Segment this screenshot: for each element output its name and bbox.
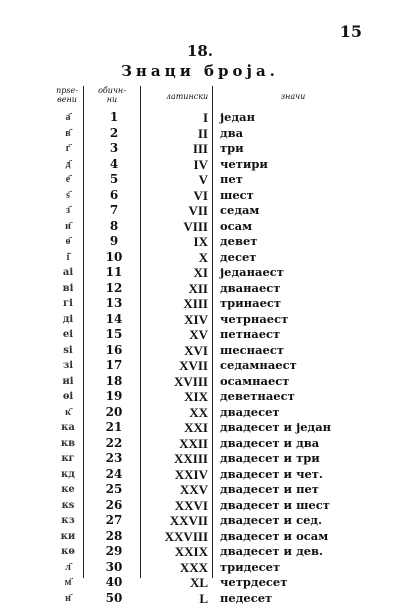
table-row	[52, 343, 368, 359]
arabic-numeral-cell: 16	[105, 342, 123, 357]
old-numeral-cell: г҃	[65, 143, 71, 154]
arabic-numeral-cell: 11	[105, 265, 123, 279]
arabic-numeral-cell: 20	[105, 404, 123, 419]
roman-numeral-cell: III	[192, 141, 208, 156]
old-numeral-cell: еі	[62, 329, 74, 340]
table-row	[52, 575, 368, 591]
page-title: Знаци броја.	[121, 62, 279, 80]
roman-numeral-cell: XXVI	[174, 497, 208, 513]
number-word-cell: двадесет и сед.	[220, 513, 323, 527]
number-word-cell: три	[220, 141, 244, 155]
old-numeral-cell: ді	[62, 313, 74, 325]
arabic-numeral-cell: 27	[105, 513, 123, 527]
old-numeral-cell: гі	[63, 298, 73, 309]
roman-numeral-cell: XXX	[179, 559, 208, 575]
number-word-cell: шест	[220, 187, 254, 202]
arabic-numeral-cell: 9	[109, 234, 119, 248]
page-number: 15	[339, 22, 362, 41]
roman-numeral-cell: XXVII	[169, 513, 208, 528]
roman-numeral-cell: XXIII	[174, 451, 208, 466]
column-header-latin: латински	[165, 92, 209, 101]
number-word-cell: двадесет	[220, 404, 280, 419]
roman-numeral-cell: XVI	[184, 342, 208, 358]
table-row	[52, 141, 368, 157]
number-word-cell: тринаест	[220, 296, 282, 310]
roman-numeral-cell: L	[199, 590, 208, 606]
number-word-cell: тридесет	[220, 559, 281, 574]
table-row	[52, 405, 368, 421]
arabic-numeral-cell: 17	[105, 358, 123, 372]
arabic-numeral-cell: 5	[109, 172, 119, 186]
roman-numeral-cell: XIX	[184, 389, 208, 404]
number-word-cell: двадесет и два	[220, 435, 320, 450]
old-numeral-cell: кѳ	[61, 546, 75, 557]
old-numeral-cell: кз	[61, 515, 75, 526]
old-numeral-cell: аі	[62, 267, 74, 278]
old-numeral-cell: ка	[61, 422, 75, 433]
arabic-numeral-cell: 24	[105, 466, 123, 481]
arabic-numeral-cell: 13	[105, 296, 123, 310]
table-row	[52, 389, 368, 405]
column-header-common: обичн- ни	[98, 86, 126, 104]
table-row	[52, 482, 368, 498]
old-numeral-cell: ке	[61, 484, 75, 495]
number-word-cell: четрнаест	[220, 311, 289, 326]
numerals-table	[52, 86, 368, 606]
arabic-numeral-cell: 8	[109, 218, 119, 233]
arabic-numeral-cell: 25	[105, 482, 123, 496]
roman-numeral-cell: XIV	[184, 311, 208, 327]
table-row	[52, 110, 368, 126]
section-number: 18.	[186, 42, 214, 60]
number-word-cell: петнаест	[220, 327, 281, 341]
old-numeral-cell: е҃	[65, 174, 71, 185]
roman-numeral-cell: XXIX	[174, 544, 208, 559]
table-row	[52, 420, 368, 436]
arabic-numeral-cell: 3	[109, 141, 119, 155]
table-row	[52, 126, 368, 142]
table-row	[52, 203, 368, 219]
table-row	[52, 296, 368, 312]
number-word-cell: седамнаест	[220, 358, 297, 372]
number-word-cell: један	[220, 110, 256, 124]
roman-numeral-cell: XXV	[179, 482, 208, 497]
table-row	[52, 250, 368, 266]
roman-numeral-cell: XX	[189, 404, 208, 420]
roman-numeral-cell: XXIV	[174, 466, 208, 482]
roman-numeral-cell: XIII	[183, 296, 208, 311]
old-numeral-cell: кв	[60, 437, 76, 449]
roman-numeral-cell: XV	[189, 327, 208, 342]
table-row	[52, 451, 368, 467]
table-row	[52, 529, 368, 545]
roman-numeral-cell: I	[202, 110, 208, 125]
table-row	[52, 436, 368, 452]
roman-numeral-cell: VI	[193, 187, 208, 203]
arabic-numeral-cell: 21	[105, 420, 123, 434]
table-row	[52, 591, 368, 607]
old-numeral-cell: в҃	[65, 127, 71, 139]
arabic-numeral-cell: 7	[109, 203, 119, 217]
arabic-numeral-cell: 28	[105, 528, 123, 543]
old-numeral-cell: зі	[62, 360, 74, 371]
number-word-cell: пет	[220, 172, 243, 186]
old-numeral-cell: ѳ҃	[65, 236, 71, 247]
roman-numeral-cell: IV	[193, 156, 208, 172]
arabic-numeral-cell: 23	[105, 451, 123, 465]
old-numeral-cell: д҃	[65, 158, 71, 170]
old-numeral-cell: і҃	[66, 251, 70, 263]
table-row	[52, 281, 368, 297]
table-row	[52, 234, 368, 250]
old-numeral-cell: л҃	[65, 561, 71, 573]
old-numeral-cell: кд	[61, 468, 75, 480]
roman-numeral-cell: XXI	[184, 420, 208, 435]
old-numeral-cell: з҃	[65, 205, 71, 216]
old-numeral-cell: ки	[60, 530, 76, 542]
number-word-cell: двадесет и шест	[220, 497, 330, 512]
arabic-numeral-cell: 29	[105, 544, 123, 558]
table-row	[52, 312, 368, 328]
old-numeral-cell: ѳі	[62, 391, 74, 402]
roman-numeral-cell: VIII	[183, 218, 208, 234]
number-word-cell: девет	[220, 234, 258, 248]
arabic-numeral-cell: 40	[105, 575, 123, 589]
old-numeral-cell: ѕ҃	[66, 189, 70, 201]
table-row	[52, 498, 368, 514]
number-word-cell: двадесет и пет	[220, 482, 319, 496]
number-word-cell: двадесет и дев.	[220, 544, 324, 558]
old-numeral-cell: кг	[61, 453, 75, 464]
roman-numeral-cell: X	[198, 249, 208, 265]
number-word-cell: двадесет и чет.	[220, 466, 323, 481]
old-numeral-cell: к҃	[65, 406, 71, 418]
roman-numeral-cell: XII	[188, 280, 208, 296]
number-word-cell: осамнаест	[220, 373, 290, 388]
number-word-cell: дванаест	[220, 280, 281, 295]
arabic-numeral-cell: 2	[109, 125, 119, 140]
table-row	[52, 560, 368, 576]
roman-numeral-cell: XI	[193, 265, 208, 280]
roman-numeral-cell: XVII	[179, 358, 208, 373]
roman-numeral-cell: XXII	[179, 435, 208, 451]
arabic-numeral-cell: 6	[109, 187, 119, 202]
arabic-numeral-cell: 15	[105, 327, 123, 341]
column-header-meaning: значи	[280, 92, 306, 101]
arabic-numeral-cell: 18	[105, 373, 123, 388]
old-numeral-cell: ѕі	[63, 344, 73, 356]
table-body	[52, 110, 368, 606]
number-word-cell: педесет	[220, 590, 273, 605]
number-word-cell: двадесет и један	[220, 420, 332, 434]
table-row	[52, 265, 368, 281]
number-word-cell: два	[220, 125, 244, 140]
arabic-numeral-cell: 1	[109, 110, 119, 124]
arabic-numeral-cell: 26	[105, 497, 123, 512]
old-numeral-cell: н҃	[65, 592, 71, 604]
arabic-numeral-cell: 10	[105, 249, 123, 264]
table-row	[52, 188, 368, 204]
old-numeral-cell: иі	[62, 375, 74, 387]
number-word-cell: осам	[220, 218, 253, 233]
arabic-numeral-cell: 50	[105, 590, 123, 605]
column-header-old: прѕе- вени	[56, 86, 78, 104]
arabic-numeral-cell: 14	[105, 311, 123, 326]
arabic-numeral-cell: 12	[105, 280, 123, 295]
roman-numeral-cell: II	[197, 125, 208, 141]
number-word-cell: шеснаест	[220, 342, 284, 357]
old-numeral-cell: м҃	[64, 577, 72, 588]
table-row	[52, 172, 368, 188]
arabic-numeral-cell: 30	[105, 559, 123, 574]
arabic-numeral-cell: 4	[109, 156, 119, 171]
number-word-cell: двадесет и осам	[220, 528, 329, 543]
number-word-cell: деветнаест	[220, 389, 295, 403]
roman-numeral-cell: XXVIII	[164, 528, 208, 544]
number-word-cell: четрдесет	[220, 575, 288, 589]
number-word-cell: седам	[220, 203, 260, 217]
roman-numeral-cell: XL	[189, 575, 208, 590]
arabic-numeral-cell: 22	[105, 435, 123, 450]
table-row	[52, 358, 368, 374]
old-numeral-cell: кѕ	[61, 499, 75, 511]
table-row	[52, 219, 368, 235]
old-numeral-cell: и҃	[65, 220, 71, 232]
roman-numeral-cell: IX	[193, 234, 208, 249]
arabic-numeral-cell: 19	[105, 389, 123, 403]
roman-numeral-cell: XVIII	[174, 373, 208, 389]
table-row	[52, 544, 368, 560]
table-row	[52, 374, 368, 390]
old-numeral-cell: ві	[62, 282, 74, 294]
table-row	[52, 157, 368, 173]
table-row	[52, 467, 368, 483]
number-word-cell: двадесет и три	[220, 451, 320, 465]
roman-numeral-cell: VII	[188, 203, 208, 218]
old-numeral-cell: а҃	[65, 112, 71, 123]
number-word-cell: четири	[220, 156, 268, 171]
roman-numeral-cell: V	[198, 172, 208, 187]
number-word-cell: једанаест	[220, 265, 284, 279]
table-row	[52, 327, 368, 343]
number-word-cell: десет	[220, 249, 257, 264]
table-row	[52, 513, 368, 529]
